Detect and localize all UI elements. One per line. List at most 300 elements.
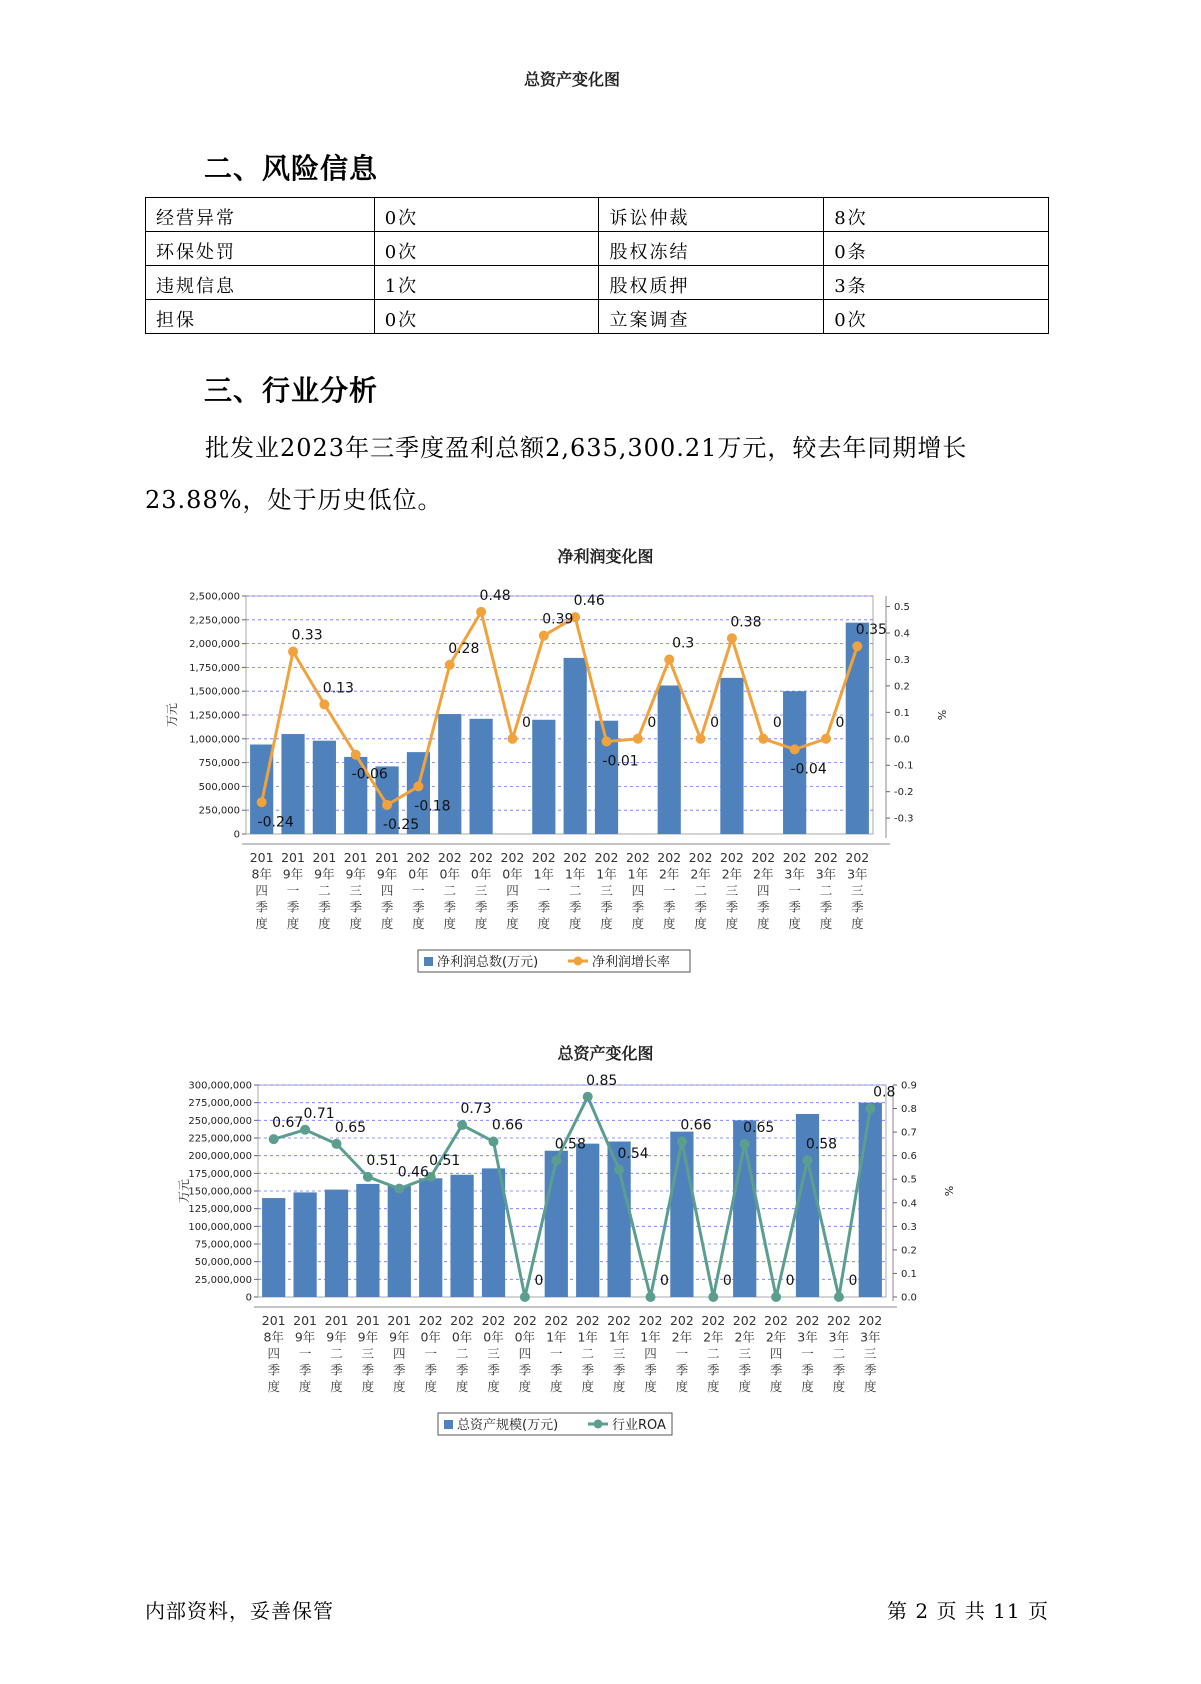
y-tick-label: 2,500,000 xyxy=(189,591,240,603)
risk-item-value: 0条 xyxy=(824,232,1049,266)
line-point xyxy=(394,1184,404,1194)
footer-page-number: 第 2 页 共 11 页 xyxy=(887,1599,1049,1623)
bar xyxy=(576,1144,599,1297)
bar xyxy=(293,1192,316,1297)
y2-tick-label: 0.3 xyxy=(901,1221,917,1233)
bar xyxy=(545,1151,568,1297)
x-tick-label: 202 xyxy=(751,850,776,865)
line-point xyxy=(696,734,706,744)
data-label: 0.35 xyxy=(855,622,887,639)
y2-tick-label: 0.2 xyxy=(894,681,910,693)
x-tick-label: 季 xyxy=(738,1362,751,1378)
x-tick-label: 一 xyxy=(286,883,300,898)
y2-tick-label: 0.1 xyxy=(901,1268,917,1280)
x-tick-label: 三 xyxy=(600,883,613,898)
data-label: 0.13 xyxy=(322,680,354,697)
data-label: 0.58 xyxy=(554,1136,586,1153)
x-tick-label: 季 xyxy=(819,899,833,915)
x-tick-label: 度 xyxy=(487,1379,500,1394)
legend-line-label: 行业ROA xyxy=(612,1418,666,1433)
y2-axis-label: % xyxy=(935,709,948,721)
y2-tick-label: -0.3 xyxy=(894,813,914,825)
risk-item-label: 违规信息 xyxy=(146,266,375,300)
x-tick-label: 202 xyxy=(481,1313,506,1328)
x-tick-label: 季 xyxy=(707,1362,720,1378)
bar xyxy=(450,1175,473,1297)
data-label: 0.3 xyxy=(672,635,695,652)
data-label: 0 xyxy=(785,1273,795,1289)
data-label: 0.46 xyxy=(573,593,605,610)
line-point xyxy=(834,1292,844,1302)
line-point xyxy=(269,1134,279,1144)
x-tick-label: 9年 xyxy=(294,1329,316,1345)
risk-item-label: 担保 xyxy=(146,300,375,334)
legend-line-marker xyxy=(594,1420,603,1429)
x-tick-label: 二 xyxy=(707,1346,720,1361)
x-tick-label: 度 xyxy=(455,1379,469,1394)
x-tick-label: 季 xyxy=(474,899,488,915)
y-tick-label: 125,000,000 xyxy=(188,1204,252,1216)
x-tick-label: 202 xyxy=(594,850,619,865)
legend-line-label: 净利润增长率 xyxy=(592,955,671,970)
risk-item-value: 0次 xyxy=(374,198,599,232)
y2-tick-label: 0.5 xyxy=(901,1174,917,1186)
risk-item-label: 环保处罚 xyxy=(146,232,375,266)
legend-bar-swatch xyxy=(444,1420,453,1429)
x-tick-label: 季 xyxy=(769,1362,783,1378)
x-tick-label: 四 xyxy=(518,1346,532,1361)
data-label: 0.73 xyxy=(460,1101,492,1118)
x-tick-label: 202 xyxy=(782,850,807,865)
data-label: 0 xyxy=(660,1273,669,1289)
line-point xyxy=(646,1292,656,1302)
x-tick-label: 季 xyxy=(393,1362,406,1378)
x-tick-label: 季 xyxy=(518,1362,532,1378)
x-tick-label: 201 xyxy=(387,1313,412,1328)
x-tick-label: 1年 xyxy=(596,866,617,882)
y2-tick-label: 0.0 xyxy=(894,734,910,746)
line-point xyxy=(520,1292,530,1302)
data-label: -0.25 xyxy=(382,816,420,833)
y-tick-label: 200,000,000 xyxy=(188,1151,252,1163)
x-tick-label: 季 xyxy=(644,1362,657,1378)
x-tick-label: 季 xyxy=(550,1362,563,1378)
x-tick-label: 3年 xyxy=(847,866,868,882)
x-tick-label: 202 xyxy=(657,850,682,865)
x-tick-label: 季 xyxy=(694,899,707,915)
risk-item-label: 诉讼仲裁 xyxy=(599,198,824,232)
x-tick-label: 季 xyxy=(600,899,613,915)
data-label: 0.51 xyxy=(366,1152,398,1169)
x-tick-label: 202 xyxy=(450,1313,475,1328)
x-tick-label: 0年 xyxy=(420,1329,441,1345)
line-point xyxy=(677,1137,687,1147)
line-point xyxy=(821,734,831,744)
x-tick-label: 季 xyxy=(424,1362,437,1378)
line-point xyxy=(708,1292,718,1302)
x-tick-label: 0年 xyxy=(483,1329,504,1345)
x-tick-label: 3年 xyxy=(815,866,837,882)
y-tick-label: 0 xyxy=(245,1292,252,1304)
line-point xyxy=(445,660,455,670)
data-label: 0.51 xyxy=(429,1152,461,1169)
x-tick-label: 2年 xyxy=(671,1329,693,1345)
x-tick-label: 度 xyxy=(443,916,457,931)
y2-tick-label: -0.2 xyxy=(894,787,914,799)
y-tick-label: 0 xyxy=(233,829,240,841)
x-tick-label: 度 xyxy=(255,916,268,931)
data-label: -0.04 xyxy=(790,761,827,778)
x-tick-label: 度 xyxy=(864,1379,877,1394)
x-tick-label: 202 xyxy=(638,1313,663,1328)
x-tick-label: 0年 xyxy=(470,866,492,882)
x-tick-label: 202 xyxy=(814,850,838,865)
x-tick-label: 1年 xyxy=(533,866,555,882)
x-tick-label: 一 xyxy=(662,883,676,898)
x-tick-label: 二 xyxy=(819,883,833,898)
risk-item-label: 立案调查 xyxy=(599,300,824,334)
data-label: 0.8 xyxy=(873,1084,896,1101)
x-tick-label: 度 xyxy=(349,916,362,931)
y-tick-label: 250,000,000 xyxy=(188,1115,252,1127)
x-tick-label: 202 xyxy=(531,850,556,865)
y2-tick-label: 0.9 xyxy=(901,1080,917,1092)
y2-tick-label: 0.1 xyxy=(894,707,910,719)
x-tick-label: 201 xyxy=(312,850,337,865)
line-point xyxy=(740,1139,750,1149)
x-tick-label: 季 xyxy=(537,899,551,915)
y-tick-label: 750,000 xyxy=(198,758,240,770)
x-tick-label: 度 xyxy=(675,1379,689,1394)
x-tick-label: 度 xyxy=(769,1379,783,1394)
data-label: -0.06 xyxy=(351,766,388,783)
x-tick-label: 季 xyxy=(349,899,362,915)
x-tick-label: 201 xyxy=(249,850,274,865)
x-tick-label: 一 xyxy=(675,1346,689,1361)
x-tick-label: 季 xyxy=(318,899,331,915)
x-tick-label: 季 xyxy=(380,899,394,915)
y-tick-label: 500,000 xyxy=(198,781,240,793)
line-point xyxy=(551,1155,561,1165)
line-point xyxy=(319,699,329,709)
x-tick-label: 9年 xyxy=(389,1329,410,1345)
x-tick-label: 季 xyxy=(298,1362,312,1378)
x-tick-label: 度 xyxy=(318,916,331,931)
x-tick-label: 度 xyxy=(801,1379,814,1394)
x-tick-label: 四 xyxy=(757,883,770,898)
legend-bar-label: 净利润总数(万元) xyxy=(437,955,539,970)
y2-tick-label: 0.6 xyxy=(901,1151,917,1163)
x-tick-label: 201 xyxy=(324,1313,349,1328)
x-tick-label: 度 xyxy=(788,916,801,931)
x-tick-label: 0年 xyxy=(502,866,523,882)
data-label: 0.66 xyxy=(491,1117,524,1134)
x-tick-label: 3年 xyxy=(784,866,805,882)
y-tick-label: 50,000,000 xyxy=(194,1257,252,1269)
x-tick-label: 9年 xyxy=(357,1329,379,1345)
bar xyxy=(438,714,461,834)
line-point xyxy=(489,1137,499,1147)
x-tick-label: 202 xyxy=(406,850,431,865)
data-label: 0 xyxy=(848,1273,858,1289)
y-tick-label: 2,250,000 xyxy=(189,615,240,627)
x-tick-label: 四 xyxy=(769,1346,783,1361)
data-label: 0.71 xyxy=(303,1105,335,1122)
risk-table-row xyxy=(146,266,1049,300)
risk-table-row xyxy=(146,198,1049,232)
x-tick-label: 四 xyxy=(380,883,394,898)
x-tick-label: 202 xyxy=(563,850,588,865)
bar xyxy=(720,678,743,834)
net-profit-chart-title: 净利润变化图 xyxy=(557,547,654,566)
x-tick-label: 季 xyxy=(267,1362,280,1378)
legend-bar-label: 总资产规模(万元) xyxy=(457,1418,559,1433)
x-tick-label: 四 xyxy=(255,883,268,898)
risk-table xyxy=(145,197,1049,334)
x-tick-label: 2年 xyxy=(765,1329,787,1345)
x-tick-label: 二 xyxy=(330,1346,343,1361)
line-point xyxy=(257,797,267,807)
x-tick-label: 202 xyxy=(845,850,870,865)
x-tick-label: 季 xyxy=(361,1362,375,1378)
x-tick-label: 0年 xyxy=(408,866,429,882)
x-tick-label: 3年 xyxy=(797,1329,818,1345)
data-label: 0.54 xyxy=(617,1145,649,1162)
x-tick-label: 季 xyxy=(506,899,519,915)
x-tick-label: 8年 xyxy=(251,866,272,882)
data-label: -0.01 xyxy=(602,753,639,770)
x-tick-label: 度 xyxy=(298,1379,312,1394)
x-tick-label: 2年 xyxy=(690,866,711,882)
data-label: 0 xyxy=(772,714,782,731)
x-tick-label: 202 xyxy=(544,1313,569,1328)
x-tick-label: 度 xyxy=(851,916,864,931)
data-label: 0.67 xyxy=(272,1115,304,1132)
data-label: 0.46 xyxy=(397,1164,429,1181)
x-tick-label: 三 xyxy=(612,1346,626,1361)
y2-tick-label: 0.2 xyxy=(901,1245,917,1257)
x-tick-label: 一 xyxy=(424,1346,437,1361)
x-tick-label: 四 xyxy=(631,883,645,898)
risk-item-value: 3条 xyxy=(824,266,1049,300)
risk-table-row xyxy=(146,300,1049,334)
x-tick-label: 三 xyxy=(487,1346,500,1361)
data-label: 0.85 xyxy=(586,1072,618,1089)
x-tick-label: 度 xyxy=(644,1379,657,1394)
line-point xyxy=(614,1165,624,1175)
x-tick-label: 202 xyxy=(764,1313,789,1328)
x-tick-label: 度 xyxy=(819,916,833,931)
x-tick-label: 一 xyxy=(801,1346,814,1361)
bar xyxy=(419,1178,442,1297)
x-tick-label: 201 xyxy=(375,850,400,865)
x-tick-label: 度 xyxy=(393,1379,406,1394)
x-tick-label: 二 xyxy=(832,1346,846,1361)
x-tick-label: 度 xyxy=(286,916,300,931)
y-axis-label: 万元 xyxy=(165,702,179,728)
data-label: -0.18 xyxy=(414,798,451,815)
x-tick-label: 度 xyxy=(757,916,770,931)
x-tick-label: 季 xyxy=(832,1362,846,1378)
line-point xyxy=(803,1155,813,1165)
x-tick-label: 2年 xyxy=(753,866,774,882)
x-tick-label: 一 xyxy=(537,883,551,898)
y2-tick-label: -0.1 xyxy=(894,760,914,772)
x-tick-label: 度 xyxy=(600,916,613,931)
x-tick-label: 2年 xyxy=(721,866,743,882)
x-tick-label: 季 xyxy=(286,899,300,915)
x-tick-label: 2年 xyxy=(658,866,680,882)
bar xyxy=(313,741,336,834)
x-tick-label: 三 xyxy=(361,1346,375,1361)
bar xyxy=(356,1184,379,1297)
data-label: 0.39 xyxy=(542,611,574,628)
bar xyxy=(670,1132,693,1297)
data-label: -0.24 xyxy=(257,814,294,831)
x-tick-label: 度 xyxy=(330,1379,343,1394)
x-tick-label: 度 xyxy=(518,1379,532,1394)
y-tick-label: 2,000,000 xyxy=(189,639,240,651)
y-tick-label: 225,000,000 xyxy=(188,1133,252,1145)
x-tick-label: 季 xyxy=(568,899,582,915)
x-tick-label: 季 xyxy=(864,1362,877,1378)
data-label: 0 xyxy=(835,714,845,731)
x-tick-label: 1年 xyxy=(627,866,649,882)
line-point xyxy=(865,1104,875,1114)
x-tick-label: 季 xyxy=(330,1362,343,1378)
x-tick-label: 0年 xyxy=(451,1329,473,1345)
risk-item-label: 经营异常 xyxy=(146,198,375,232)
x-tick-label: 1年 xyxy=(577,1329,598,1345)
x-tick-label: 202 xyxy=(688,850,713,865)
y2-tick-label: 0.4 xyxy=(901,1198,917,1210)
x-tick-label: 202 xyxy=(575,1313,600,1328)
x-tick-label: 度 xyxy=(361,1379,375,1394)
bar xyxy=(262,1198,285,1297)
bar xyxy=(846,623,869,834)
x-tick-label: 二 xyxy=(694,883,707,898)
line-point xyxy=(288,647,298,657)
x-tick-label: 二 xyxy=(318,883,331,898)
bar xyxy=(325,1190,348,1297)
y-tick-label: 100,000,000 xyxy=(188,1221,252,1233)
x-tick-label: 一 xyxy=(788,883,801,898)
x-tick-label: 三 xyxy=(349,883,362,898)
y-tick-label: 1,250,000 xyxy=(189,710,240,722)
x-tick-label: 季 xyxy=(851,899,864,915)
y-tick-label: 1,500,000 xyxy=(189,686,240,698)
x-tick-label: 四 xyxy=(267,1346,280,1361)
footer-left: 内部资料，妥善保管 xyxy=(145,1599,334,1623)
x-tick-label: 8年 xyxy=(263,1329,284,1345)
bar xyxy=(658,685,681,834)
line-point xyxy=(507,734,517,744)
line-point xyxy=(476,607,486,617)
x-tick-label: 二 xyxy=(568,883,582,898)
x-tick-label: 202 xyxy=(732,1313,757,1328)
x-tick-label: 9年 xyxy=(376,866,398,882)
x-tick-label: 1年 xyxy=(640,1329,661,1345)
x-tick-label: 季 xyxy=(631,899,645,915)
y2-tick-label: 0.5 xyxy=(894,602,910,614)
x-tick-label: 2年 xyxy=(734,1329,755,1345)
line-point xyxy=(758,734,768,744)
y-tick-label: 1,000,000 xyxy=(189,734,240,746)
x-tick-label: 度 xyxy=(725,916,739,931)
x-tick-label: 0年 xyxy=(439,866,461,882)
risk-item-value: 0次 xyxy=(824,300,1049,334)
x-tick-label: 度 xyxy=(738,1379,751,1394)
data-label: 0.28 xyxy=(448,640,480,657)
line-point xyxy=(602,736,612,746)
x-tick-label: 四 xyxy=(644,1346,657,1361)
line-point xyxy=(351,750,361,760)
x-tick-label: 季 xyxy=(757,899,770,915)
x-tick-label: 四 xyxy=(506,883,519,898)
x-tick-label: 季 xyxy=(788,899,801,915)
x-tick-label: 一 xyxy=(298,1346,312,1361)
x-tick-label: 9年 xyxy=(282,866,304,882)
y-tick-label: 175,000,000 xyxy=(188,1168,252,1180)
y-tick-label: 150,000,000 xyxy=(188,1186,252,1198)
x-tick-label: 202 xyxy=(607,1313,632,1328)
x-tick-label: 二 xyxy=(581,1346,594,1361)
y-tick-label: 275,000,000 xyxy=(188,1098,252,1110)
x-tick-label: 三 xyxy=(864,1346,877,1361)
x-tick-label: 季 xyxy=(801,1362,814,1378)
x-tick-label: 三 xyxy=(851,883,864,898)
data-label: 0 xyxy=(522,714,531,731)
x-tick-label: 度 xyxy=(424,1379,437,1394)
x-tick-label: 202 xyxy=(669,1313,694,1328)
x-tick-label: 季 xyxy=(612,1362,626,1378)
x-tick-label: 度 xyxy=(707,1379,720,1394)
x-tick-label: 度 xyxy=(412,916,425,931)
risk-item-label: 股权冻结 xyxy=(599,232,824,266)
line-point xyxy=(771,1292,781,1302)
line-point xyxy=(852,641,862,651)
y-tick-label: 300,000,000 xyxy=(188,1080,252,1092)
x-tick-label: 度 xyxy=(832,1379,846,1394)
x-tick-label: 0年 xyxy=(514,1329,536,1345)
legend-bar-swatch xyxy=(424,957,433,966)
bar xyxy=(470,719,493,834)
x-tick-label: 季 xyxy=(455,1362,469,1378)
bar xyxy=(859,1103,882,1297)
data-label: 0 xyxy=(534,1273,544,1289)
x-tick-label: 202 xyxy=(437,850,462,865)
x-tick-label: 季 xyxy=(581,1362,594,1378)
legend-line-marker xyxy=(574,957,583,966)
x-tick-label: 度 xyxy=(568,916,582,931)
x-tick-label: 201 xyxy=(355,1313,380,1328)
x-tick-label: 1年 xyxy=(546,1329,567,1345)
risk-table-row xyxy=(146,232,1049,266)
x-tick-label: 度 xyxy=(581,1379,594,1394)
x-tick-label: 季 xyxy=(412,899,425,915)
x-tick-label: 202 xyxy=(625,850,650,865)
x-tick-label: 二 xyxy=(443,883,457,898)
x-tick-label: 度 xyxy=(537,916,551,931)
x-tick-label: 季 xyxy=(255,899,268,915)
industry-paragraph: 批发业2023年三季度盈利总额2,635,300.21万元，较去年同期增长23.88%，处于历史低位。 xyxy=(145,434,968,514)
x-tick-label: 201 xyxy=(261,1313,286,1328)
bar xyxy=(564,658,587,834)
line-point xyxy=(633,734,643,744)
line-point xyxy=(583,1092,593,1102)
x-tick-label: 度 xyxy=(267,1379,280,1394)
y-axis-label: 万元 xyxy=(177,1178,191,1204)
